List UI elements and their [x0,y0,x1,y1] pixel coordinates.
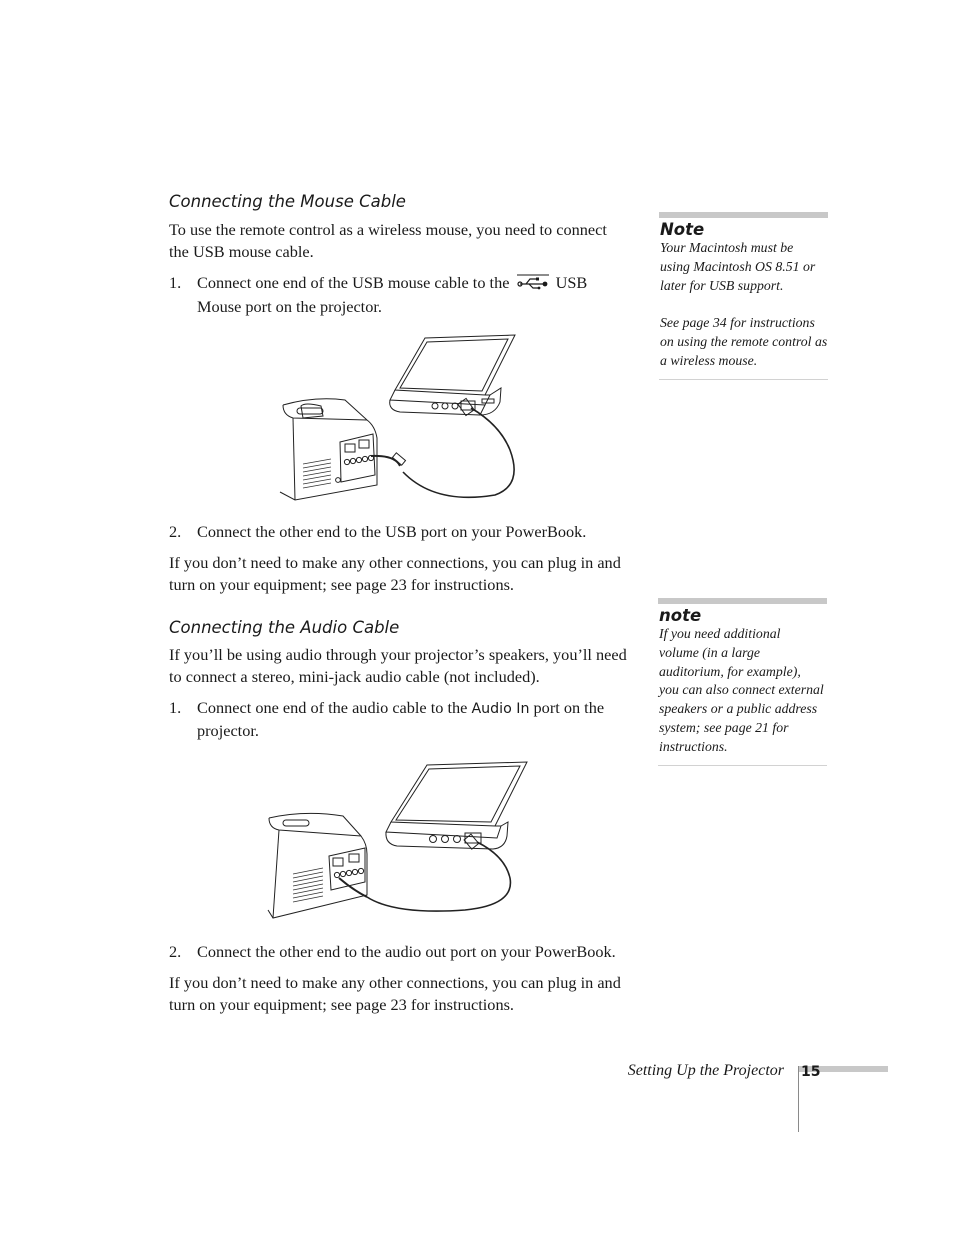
footer-divider [798,1066,799,1132]
note-rule [658,765,827,766]
mouse-step-1-before: Connect one end of the USB mouse cable to the [197,273,510,292]
audio-intro-line2: to connect a stereo, mini-jack audio cable (not included). [169,667,540,686]
projector-laptop-usb-illustration [275,330,535,505]
audio-step-1-before: Connect one end of the audio cable to the [197,698,468,717]
audio-intro-line1: If you’ll be using audio through your projector’s speakers, you’ll need [169,645,627,664]
note-bar [658,598,827,604]
mouse-outro-line1: If you don’t need to make any other connections, you can plug in and [169,553,621,572]
note-title: Note [660,220,705,239]
mouse-step-2-text: Connect the other end to the USB port on your PowerBook. [197,522,587,541]
note-bar [659,212,828,218]
audio-intro [169,644,627,688]
audio-step-1-after: port on the [533,698,605,717]
mouse-outro [169,552,621,596]
mouse-step-1-after: USB [555,273,588,292]
audio-step-1-line2: projector. [197,721,259,740]
mouse-step-1-text [197,272,587,318]
mouse-intro [169,219,607,263]
audio-step-2 [169,941,649,963]
audio-step-1-text [197,697,604,742]
audio-step-1 [169,697,639,741]
mouse-step-1-number: 1. [169,273,182,292]
mouse-outro-line2: turn on your equipment; see page 23 for instructions. [169,575,514,594]
page-number: 15 [801,1064,821,1080]
note-body: Your Macintosh must be using Macintosh OS 8.51 or later for USB support. See page 34 for instructions on using the remote control as a wireless mouse. [660,240,828,368]
section-heading-mouse: Connecting the Mouse Cable [169,192,406,211]
mouse-step-2-number: 2. [169,522,182,541]
audio-outro-line1: If you don’t need to make any other connections, you can plug in and [169,973,621,992]
footer-chapter-title: Setting Up the Projector [627,1062,784,1079]
mouse-step-1-line2: Mouse port on the projector. [197,297,382,316]
audio-outro [169,972,621,1016]
note-title: note [659,606,702,625]
mouse-step-2 [169,521,649,543]
section-heading-audio: Connecting the Audio Cable [169,618,400,637]
audio-outro-line2: turn on your equipment; see page 23 for instructions. [169,995,514,1014]
mouse-intro-line2: the USB mouse cable. [169,242,314,261]
note-body: If you need additional volume (in a large auditorium, for example), you can also connect external speakers or a public address system; see page 21 for instructions. [659,626,824,754]
usb-icon [516,274,550,296]
sidebar-note-audio [658,598,827,766]
mouse-intro-line1: To use the remote control as a wireless mouse, you need to connect [169,220,607,239]
audio-step-2-number: 2. [169,942,182,961]
sidebar-note-usb [659,212,828,380]
audio-step-2-text: Connect the other end to the audio out port on your PowerBook. [197,942,616,961]
mouse-step-1 [169,272,629,316]
audio-in-port-label: Audio In [471,701,530,717]
projector-laptop-audio-illustration [265,760,535,925]
note-rule [659,379,828,380]
audio-step-1-number: 1. [169,698,182,717]
